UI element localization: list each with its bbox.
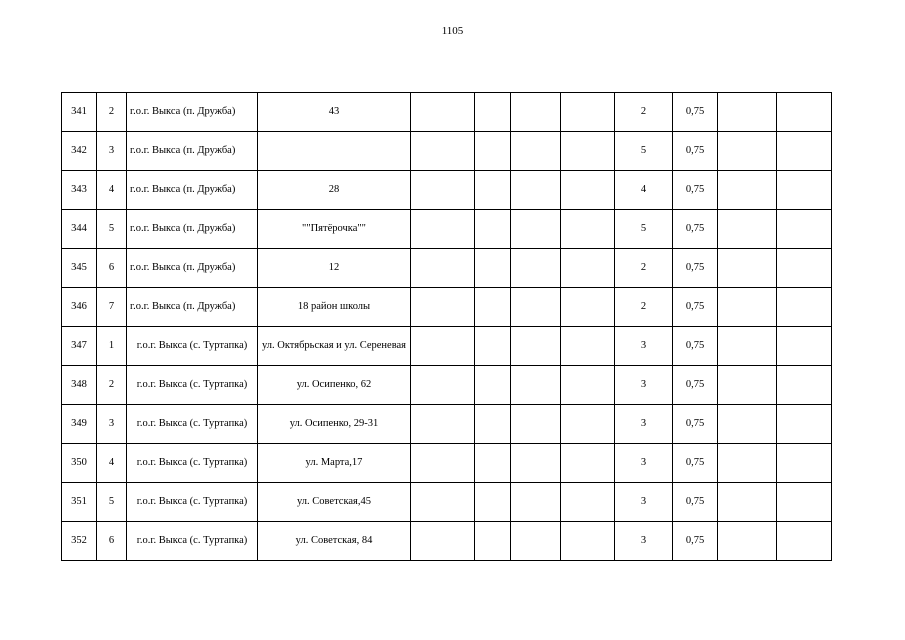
settlement-cell: г.о.г. Выкса (п. Дружба): [127, 132, 258, 171]
empty-cell: [718, 288, 777, 327]
settlement-cell: г.о.г. Выкса (с. Туртапка): [127, 366, 258, 405]
table-row: [62, 444, 832, 483]
container-count-cell: 2: [615, 288, 673, 327]
empty-cell: [777, 366, 832, 405]
empty-cell: [511, 210, 561, 249]
settlement-cell: г.о.г. Выкса (с. Туртапка): [127, 327, 258, 366]
empty-cell: [561, 249, 615, 288]
container-count-cell: 5: [615, 210, 673, 249]
empty-cell: [475, 93, 511, 132]
row-number-cell: 343: [62, 171, 97, 210]
empty-cell: [475, 405, 511, 444]
settlement-cell: г.о.г. Выкса (п. Дружба): [127, 171, 258, 210]
empty-cell: [511, 132, 561, 171]
empty-cell: [777, 210, 832, 249]
empty-cell: [718, 327, 777, 366]
address-cell: 12: [258, 249, 411, 288]
settlement-cell: г.о.г. Выкса (с. Туртапка): [127, 405, 258, 444]
empty-cell: [511, 522, 561, 561]
empty-cell: [475, 483, 511, 522]
sub-number-cell: 6: [97, 522, 127, 561]
address-cell: ""Пятёрочка"": [258, 210, 411, 249]
sub-number-cell: 7: [97, 288, 127, 327]
empty-cell: [475, 522, 511, 561]
empty-cell: [411, 483, 475, 522]
container-volume-cell: 0,75: [673, 171, 718, 210]
empty-cell: [411, 405, 475, 444]
container-count-cell: 3: [615, 405, 673, 444]
empty-cell: [411, 327, 475, 366]
container-count-cell: 5: [615, 132, 673, 171]
sub-number-cell: 1: [97, 327, 127, 366]
empty-cell: [718, 210, 777, 249]
table-row: [62, 522, 832, 561]
settlement-cell: г.о.г. Выкса (п. Дружба): [127, 210, 258, 249]
empty-cell: [561, 444, 615, 483]
empty-cell: [411, 171, 475, 210]
empty-cell: [561, 483, 615, 522]
sub-number-cell: 5: [97, 210, 127, 249]
empty-cell: [475, 288, 511, 327]
container-count-cell: 3: [615, 444, 673, 483]
table-body: [62, 93, 832, 561]
table-row: [62, 171, 832, 210]
row-number-cell: 342: [62, 132, 97, 171]
container-volume-cell: 0,75: [673, 444, 718, 483]
empty-cell: [511, 288, 561, 327]
empty-cell: [475, 132, 511, 171]
sub-number-cell: 4: [97, 444, 127, 483]
empty-cell: [411, 288, 475, 327]
empty-cell: [475, 210, 511, 249]
address-cell: 28: [258, 171, 411, 210]
container-count-cell: 3: [615, 327, 673, 366]
row-number-cell: 348: [62, 366, 97, 405]
empty-cell: [777, 171, 832, 210]
empty-cell: [411, 444, 475, 483]
container-count-cell: 2: [615, 249, 673, 288]
empty-cell: [718, 93, 777, 132]
empty-cell: [511, 405, 561, 444]
empty-cell: [475, 171, 511, 210]
empty-cell: [511, 249, 561, 288]
container-volume-cell: 0,75: [673, 288, 718, 327]
empty-cell: [718, 405, 777, 444]
empty-cell: [411, 366, 475, 405]
empty-cell: [561, 327, 615, 366]
address-cell: ул. Советская, 84: [258, 522, 411, 561]
sub-number-cell: 6: [97, 249, 127, 288]
empty-cell: [511, 483, 561, 522]
address-cell: ул. Марта,17: [258, 444, 411, 483]
address-cell: 43: [258, 93, 411, 132]
empty-cell: [718, 249, 777, 288]
table-row: [62, 249, 832, 288]
empty-cell: [511, 93, 561, 132]
empty-cell: [777, 288, 832, 327]
empty-cell: [561, 132, 615, 171]
address-cell: ул. Осипенко, 29-31: [258, 405, 411, 444]
empty-cell: [411, 210, 475, 249]
empty-cell: [718, 132, 777, 171]
container-volume-cell: 0,75: [673, 366, 718, 405]
table-row: [62, 288, 832, 327]
container-volume-cell: 0,75: [673, 210, 718, 249]
empty-cell: [561, 93, 615, 132]
empty-cell: [411, 93, 475, 132]
table-row: [62, 405, 832, 444]
settlement-cell: г.о.г. Выкса (с. Туртапка): [127, 483, 258, 522]
empty-cell: [411, 249, 475, 288]
empty-cell: [718, 366, 777, 405]
empty-cell: [718, 522, 777, 561]
sub-number-cell: 3: [97, 132, 127, 171]
empty-cell: [511, 366, 561, 405]
empty-cell: [561, 522, 615, 561]
container-volume-cell: 0,75: [673, 93, 718, 132]
table-row: [62, 210, 832, 249]
table-row: [62, 132, 832, 171]
empty-cell: [777, 249, 832, 288]
empty-cell: [475, 444, 511, 483]
empty-cell: [718, 483, 777, 522]
row-number-cell: 347: [62, 327, 97, 366]
container-volume-cell: 0,75: [673, 405, 718, 444]
row-number-cell: 350: [62, 444, 97, 483]
sub-number-cell: 3: [97, 405, 127, 444]
row-number-cell: 345: [62, 249, 97, 288]
sub-number-cell: 2: [97, 93, 127, 132]
table-row: [62, 366, 832, 405]
row-number-cell: 341: [62, 93, 97, 132]
settlement-cell: г.о.г. Выкса (п. Дружба): [127, 93, 258, 132]
address-cell: ул. Осипенко, 62: [258, 366, 411, 405]
container-volume-cell: 0,75: [673, 132, 718, 171]
address-cell: ул. Советская,45: [258, 483, 411, 522]
table-row: [62, 483, 832, 522]
empty-cell: [777, 405, 832, 444]
empty-cell: [511, 327, 561, 366]
empty-cell: [561, 366, 615, 405]
address-cell: ул. Октябрьская и ул. Сереневая: [258, 327, 411, 366]
container-volume-cell: 0,75: [673, 483, 718, 522]
empty-cell: [411, 522, 475, 561]
empty-cell: [718, 171, 777, 210]
empty-cell: [561, 171, 615, 210]
row-number-cell: 344: [62, 210, 97, 249]
settlement-cell: г.о.г. Выкса (с. Туртапка): [127, 522, 258, 561]
address-cell: 18 район школы: [258, 288, 411, 327]
register-table: [61, 92, 832, 561]
container-volume-cell: 0,75: [673, 327, 718, 366]
page-number: 1105: [441, 25, 464, 37]
settlement-cell: г.о.г. Выкса (п. Дружба): [127, 288, 258, 327]
settlement-cell: г.о.г. Выкса (п. Дружба): [127, 249, 258, 288]
container-count-cell: 4: [615, 171, 673, 210]
container-volume-cell: 0,75: [673, 522, 718, 561]
table-row: [62, 93, 832, 132]
empty-cell: [777, 483, 832, 522]
container-count-cell: 2: [615, 93, 673, 132]
empty-cell: [561, 210, 615, 249]
sub-number-cell: 5: [97, 483, 127, 522]
address-cell: [258, 132, 411, 171]
empty-cell: [561, 405, 615, 444]
empty-cell: [777, 444, 832, 483]
empty-cell: [777, 522, 832, 561]
sub-number-cell: 2: [97, 366, 127, 405]
empty-cell: [718, 444, 777, 483]
row-number-cell: 349: [62, 405, 97, 444]
empty-cell: [777, 132, 832, 171]
empty-cell: [777, 327, 832, 366]
row-number-cell: 352: [62, 522, 97, 561]
table-row: [62, 327, 832, 366]
empty-cell: [411, 132, 475, 171]
empty-cell: [475, 327, 511, 366]
container-count-cell: 3: [615, 483, 673, 522]
empty-cell: [511, 171, 561, 210]
empty-cell: [475, 249, 511, 288]
empty-cell: [561, 288, 615, 327]
container-count-cell: 3: [615, 366, 673, 405]
empty-cell: [511, 444, 561, 483]
empty-cell: [475, 366, 511, 405]
row-number-cell: 346: [62, 288, 97, 327]
empty-cell: [777, 93, 832, 132]
container-volume-cell: 0,75: [673, 249, 718, 288]
container-count-cell: 3: [615, 522, 673, 561]
settlement-cell: г.о.г. Выкса (с. Туртапка): [127, 444, 258, 483]
row-number-cell: 351: [62, 483, 97, 522]
sub-number-cell: 4: [97, 171, 127, 210]
